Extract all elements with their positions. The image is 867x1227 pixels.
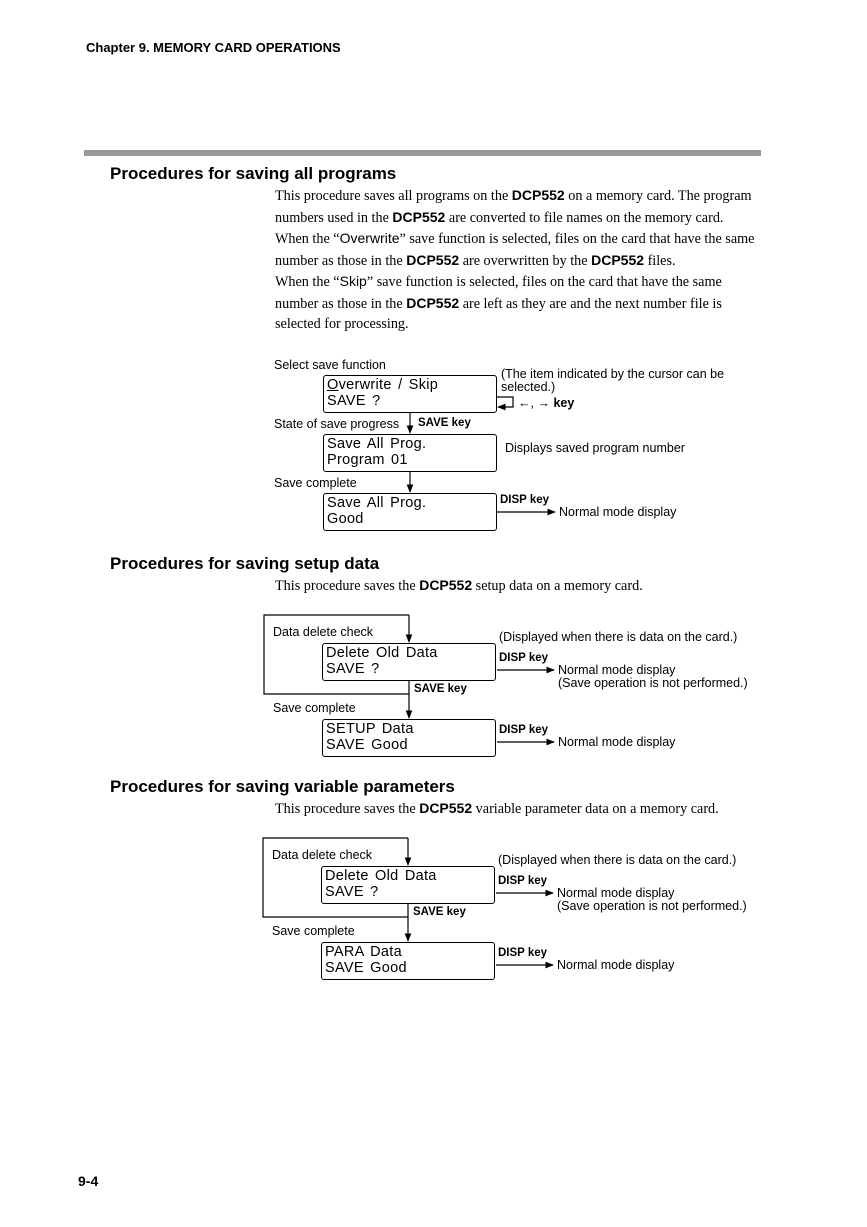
- disp-key-label: DISP key: [500, 494, 550, 506]
- label-data-delete-check: Data delete check: [272, 848, 373, 862]
- label-save-complete: Save complete: [274, 476, 357, 490]
- label-save-progress: State of save progress: [274, 417, 400, 431]
- label-select-save-function: Select save function: [274, 358, 386, 372]
- note-cursor-selectable: (The item indicated by the cursor can be selected.): [501, 367, 725, 394]
- note-data-on-card: (Displayed when there is data on the card.): [498, 853, 737, 867]
- lcd-setup-data-good: SETUP Data SAVE Good: [322, 719, 496, 757]
- chapter-header: Chapter 9. MEMORY CARD OPERATIONS: [86, 40, 341, 55]
- save-key-label: SAVE key: [413, 906, 466, 918]
- page-number: 9-4: [78, 1173, 99, 1189]
- bypass-loop: [263, 838, 408, 917]
- disp-key-label: DISP key: [499, 724, 549, 736]
- normal-mode-display: Normal mode display: [559, 505, 677, 519]
- section3-paragraph: This procedure saves the DCP552 variable parameter data on a memory card.: [275, 800, 719, 817]
- lcd-save-all-progress: Save All Prog. Program 01: [323, 434, 497, 472]
- note-saved-program-number: Displays saved program number: [505, 441, 685, 455]
- section2-paragraph: This procedure saves the DCP552 setup data on a memory card.: [275, 577, 643, 594]
- section1-title: Procedures for saving all programs: [110, 164, 397, 183]
- label-data-delete-check: Data delete check: [273, 625, 374, 639]
- save-key-label: SAVE key: [418, 417, 471, 429]
- disp-key-label: DISP key: [499, 652, 549, 664]
- label-save-complete: Save complete: [273, 701, 356, 715]
- lcd-para-data-good: PARA Data SAVE Good: [321, 942, 495, 980]
- note-data-on-card: (Displayed when there is data on the card.): [499, 630, 738, 644]
- label-save-complete: Save complete: [272, 924, 355, 938]
- disp-key-label: DISP key: [498, 947, 548, 959]
- section3-title: Procedures for saving variable parameters: [110, 777, 455, 796]
- normal-mode-display: Normal mode display: [557, 886, 675, 900]
- arrow-keys-label: ←, → key: [518, 396, 575, 410]
- lcd-save-all-good: Save All Prog. Good: [323, 493, 497, 531]
- normal-mode-display: Normal mode display: [558, 663, 676, 677]
- lcd-delete-old-data: Delete Old Data SAVE ?: [321, 866, 495, 904]
- disp-key-label: DISP key: [498, 875, 548, 887]
- bypass-loop: [264, 615, 409, 694]
- save-key-label: SAVE key: [414, 683, 467, 695]
- lcd-overwrite-skip: Overwrite / Skip SAVE ?: [323, 375, 497, 413]
- section1-paragraph: This procedure saves all programs on the DCP552 on a memory card. The program numbers used in the DCP552 are converted to file names on the memory card. When the “Overwrite” save function is selected, files on the card that have the same number as those in the DCP552 are overwritten by the DCP552 files. When the “Skip” save function is selected, files on the card that have the same number as those in the DCP552 are left as they are and the next number file is selected for processing.: [275, 187, 755, 332]
- section2-title: Procedures for saving setup data: [110, 554, 380, 573]
- note-not-performed: (Save operation is not performed.): [558, 676, 748, 690]
- cursor-loop-arrow: [497, 397, 513, 407]
- note-not-performed: (Save operation is not performed.): [557, 899, 747, 913]
- lcd-delete-old-data: Delete Old Data SAVE ?: [322, 643, 496, 681]
- normal-mode-display: Normal mode display: [557, 958, 675, 972]
- normal-mode-display: Normal mode display: [558, 735, 676, 749]
